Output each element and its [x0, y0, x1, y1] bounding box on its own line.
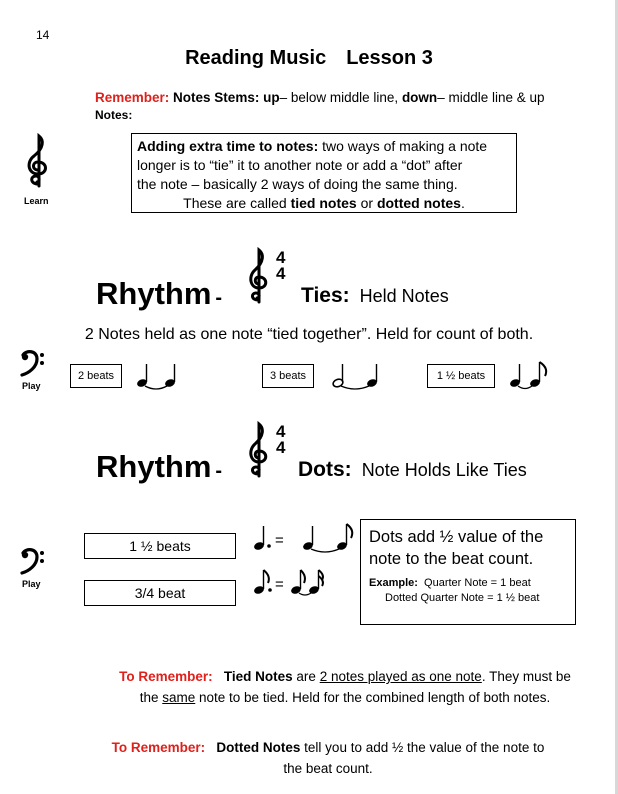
rhythm-dash: -: [215, 287, 223, 309]
example-line2: Dotted Quarter Note = 1 ½ beat: [385, 592, 540, 604]
dotted-quarter-equivalence: [252, 520, 362, 554]
rhythm-dash-2: -: [215, 460, 223, 482]
example-line1: Quarter Note = 1 beat: [424, 577, 531, 589]
tied-half-quarter-notation: [332, 360, 382, 390]
to-remember-dots: [88, 737, 568, 779]
remember-line: [95, 90, 545, 105]
info-line1: two ways of making a note: [318, 138, 488, 154]
bass-clef-play-icon-2: [20, 547, 46, 575]
time-top: 4: [276, 248, 286, 267]
treble-clef-ties-icon: [244, 246, 274, 306]
info-line2: longer is to “tie” it to another note or add a “dot” after: [137, 157, 463, 173]
time-bottom: 4: [276, 264, 286, 283]
treble-clef-dots-icon: [244, 420, 274, 480]
dots-info-line2: note to the beat count.: [369, 550, 534, 568]
tr1-underline-2: same: [162, 690, 196, 705]
time-bottom-2: 4: [276, 438, 286, 457]
dots-example: [369, 576, 567, 606]
tr1-t4: note to be tied. Held for the combined length of both notes.: [195, 690, 551, 705]
to-remember-label-2: To Remember:: [111, 740, 206, 755]
tied-quarters-notation: [136, 360, 186, 390]
up-text: – below middle line,: [279, 90, 399, 105]
equals-sign-1: =: [275, 532, 284, 549]
rhythm-word: Rhythm: [96, 276, 212, 311]
tr1-t2: . They must be: [481, 669, 571, 684]
dotted-eighth-equivalence: [252, 566, 332, 598]
example-label: Example:: [369, 577, 418, 589]
to-remember-label-1: To Remember:: [119, 669, 213, 684]
beat-box-2: 2 beats: [70, 364, 122, 388]
beat-box-dotted-quarter: 1 ½ beats: [84, 533, 236, 559]
ties-label: [301, 284, 449, 308]
dots-info-line1: Dots add ½ value of the: [369, 528, 544, 546]
info-end: .: [460, 195, 465, 211]
page-number: 14: [36, 28, 50, 42]
tr2-t2: the beat count.: [283, 761, 373, 776]
time-signature-ties: [276, 250, 285, 282]
dots-info-box: [360, 519, 576, 625]
learn-label: Learn: [24, 196, 49, 206]
notes-stems-label: Notes Stems:: [173, 90, 260, 105]
info-line4: [137, 194, 511, 213]
info-or: or: [356, 195, 377, 211]
dots-word: Dots:: [298, 458, 352, 481]
tr2-t1: tell you to add ½ the value of the note to: [300, 740, 545, 755]
equals-sign-2: =: [275, 576, 284, 593]
time-signature-dots: [276, 424, 285, 456]
up-word: up: [263, 90, 280, 105]
held-notes-text: Held Notes: [359, 286, 449, 306]
to-remember-ties: [95, 666, 595, 708]
info-line4-pre: These are called: [183, 195, 291, 211]
dots-label: [298, 458, 527, 482]
tied-quarter-eighth-notation: [509, 358, 555, 390]
tr1-t1: are: [292, 669, 320, 684]
down-text: – middle line & up: [437, 90, 545, 105]
title-text: Reading Music: [185, 47, 327, 69]
beat-box-1-5: 1 ½ beats: [427, 364, 495, 388]
page-title: [0, 47, 618, 70]
info-box: [131, 133, 517, 213]
bass-clef-play-icon: [20, 349, 46, 377]
beat-box-3: 3 beats: [262, 364, 314, 388]
remember-label: Remember:: [95, 90, 170, 105]
rhythm-dots-heading: [96, 449, 222, 485]
ties-description: 2 Notes held as one note “tied together”. Held for count of both.: [84, 326, 534, 343]
play-label-2: Play: [22, 579, 41, 589]
treble-clef-learn-icon: [20, 132, 56, 192]
lesson-text: Lesson 3: [346, 47, 433, 69]
info-heading: Adding extra time to notes:: [137, 138, 319, 154]
time-top-2: 4: [276, 422, 286, 441]
tr1-underline-1: 2 notes played as one note: [319, 669, 482, 684]
rhythm-word-2: Rhythm: [96, 449, 212, 484]
rhythm-ties-heading: [96, 276, 222, 312]
beat-box-dotted-eighth: 3/4 beat: [84, 580, 236, 606]
dotted-notes-bold: Dotted Notes: [216, 740, 301, 755]
tr1-t3: the: [139, 690, 163, 705]
play-label: Play: [22, 381, 41, 391]
ties-word: Ties:: [301, 284, 350, 307]
tied-notes-term: tied notes: [290, 195, 357, 211]
dotted-notes-term: dotted notes: [376, 195, 461, 211]
notes-label: Notes:: [95, 108, 133, 122]
note-holds-text: Note Holds Like Ties: [361, 460, 527, 480]
tied-notes-bold: Tied Notes: [223, 669, 293, 684]
info-line3: the note – basically 2 ways of doing the same thing.: [137, 176, 458, 192]
down-word: down: [401, 90, 438, 105]
